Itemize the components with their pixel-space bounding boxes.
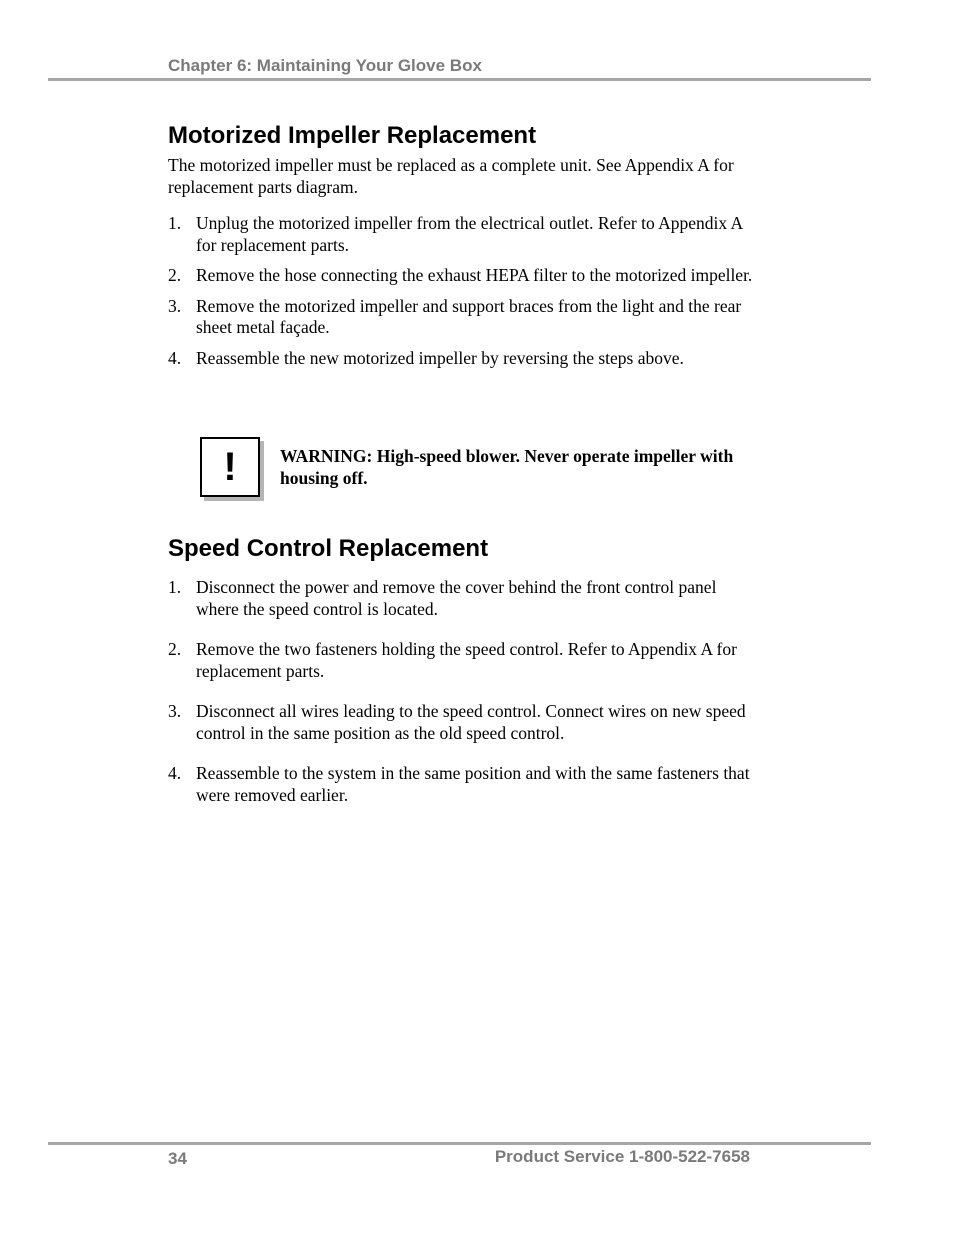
page-number: 34	[168, 1149, 187, 1168]
list-item	[168, 265, 758, 287]
step-number: 4.	[168, 763, 182, 783]
section-title-impeller: Motorized Impeller Replacement	[168, 122, 537, 149]
step-text: Remove the two fasteners holding the speed control. Refer to Appendix A for replacement parts.	[196, 639, 737, 681]
step-text: Disconnect the power and remove the cover behind the front control panel where the speed control is located.	[196, 577, 717, 619]
list-item	[168, 763, 758, 806]
impeller-steps	[168, 213, 758, 369]
step-number: 1.	[168, 213, 182, 233]
step-number: 3.	[168, 295, 182, 316]
step-number: 1.	[168, 577, 182, 597]
list-item	[168, 213, 758, 256]
step-text: Disconnect all wires leading to the speed control. Connect wires on new speed control in the same position as the old speed control.	[196, 701, 746, 743]
step-text: Reassemble the new motorized impeller by reversing the steps above.	[196, 347, 684, 368]
step-number: 2.	[168, 265, 182, 285]
list-item	[168, 577, 758, 620]
section-intro: The motorized impeller must be replaced as a complete unit. See Appendix A for replacement parts diagram.	[168, 155, 734, 197]
step-text: Reassemble to the system in the same position and with the same fasteners that were removed earlier.	[196, 763, 750, 805]
warning-text: WARNING: High-speed blower. Never operate impeller with housing off.	[280, 446, 734, 488]
speed-control-steps	[168, 577, 758, 806]
step-number: 4.	[168, 347, 182, 368]
list-item	[168, 348, 758, 370]
exclamation-icon: !	[223, 445, 237, 489]
running-head: Chapter 6: Maintaining Your Glove Box	[168, 56, 482, 75]
list-item	[168, 296, 758, 339]
warning-icon	[200, 437, 260, 497]
step-text: Remove the motorized impeller and support braces from the light and the rear sheet metal façade.	[196, 295, 742, 337]
step-number: 3.	[168, 701, 182, 721]
step-number: 2.	[168, 639, 182, 659]
section-title-speed-control: Speed Control Replacement	[168, 535, 489, 562]
list-item	[168, 639, 758, 682]
footer-rule	[48, 1142, 871, 1145]
step-text: Unplug the motorized impeller from the electrical outlet. Refer to Appendix A for replacement parts.	[196, 213, 743, 255]
product-service-phone: Product Service 1-800-522-7658	[494, 1147, 750, 1166]
header-rule	[48, 78, 871, 81]
list-item	[168, 701, 758, 744]
step-text: Remove the hose connecting the exhaust HEPA filter to the motorized impeller.	[196, 265, 753, 285]
